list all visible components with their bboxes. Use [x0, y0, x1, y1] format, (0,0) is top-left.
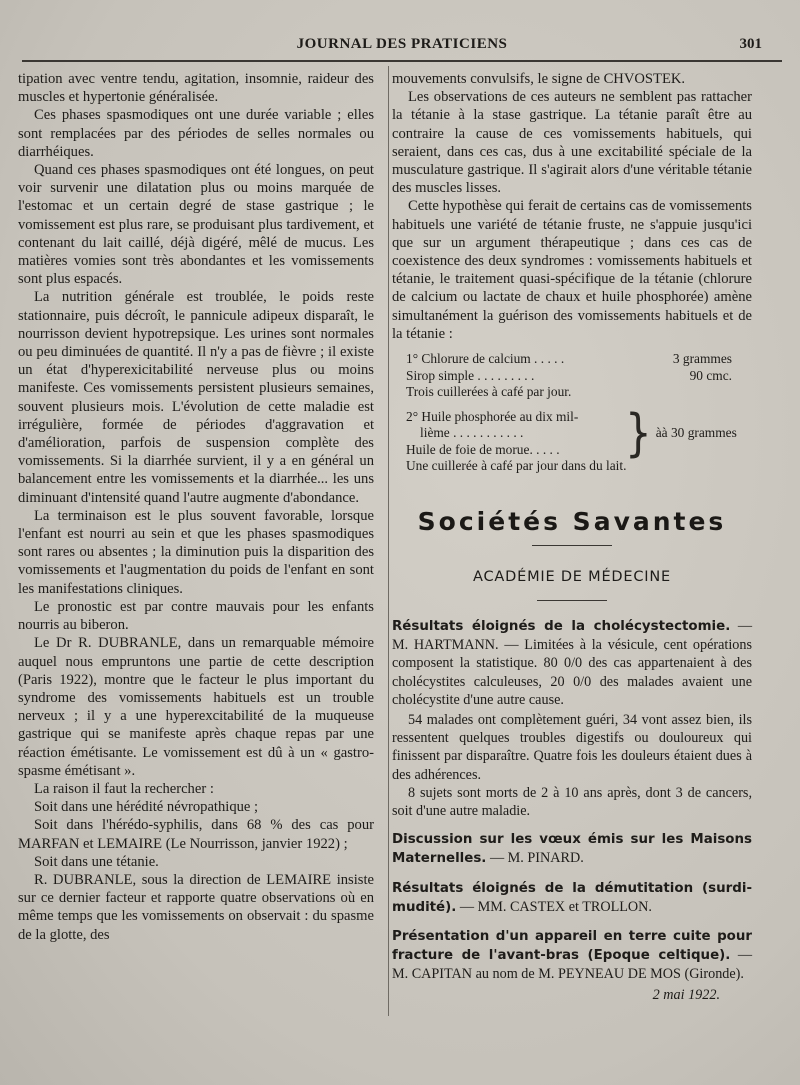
prescription-line: [406, 351, 752, 368]
brace-icon: }: [625, 403, 652, 463]
report-date: 2 mai 1922.: [652, 986, 720, 1003]
paragraph: Le Dr R. DUBRANLE, dans un remarquable mémoire auquel nous empruntons une partie de cette description (Paris 1922), montre que le facteur le plus important du syndrome des vomissements habituels est un trouble nerveux ; il y a une hyperexcitabilité de la muqueuse gastrique qui se manifeste après chaque repas par une réaction émétisante. Le vomissement est dû à un « gastro-spasme émétisant ».: [18, 635, 374, 779]
report-author: — M. HARTMANN. —: [392, 617, 752, 654]
paragraph: La terminaison est le plus souvent favorable, lorsque l'enfant est nourri au sein et que les phases spasmodiques sont rares ou absentes ; la diminution puis la disparition des vomissements et l'augmentation du poids de l'enfant en sont les manifestations cliniques.: [18, 507, 374, 597]
paragraph: tipation avec ventre tendu, agitation, insomnie, raideur des muscles et hypertonie généralisée.: [18, 71, 374, 106]
quantity: 3 grammes: [672, 351, 732, 367]
report-item: [392, 927, 752, 984]
paragraph: Quand ces phases spasmodiques ont été longues, on peut voir survenir une dilatation plus ou moins marquée de l'estomac et un certain degré de stase gastrique ; le vomissement est plus rare, se produisant plus tardivement, et contenant du lait caillé, déjà digéré, mêlé de mucus. Les matières vomies sont très abondantes et les vomissements sont plus espacés.: [18, 162, 374, 288]
paragraph: Cette hypothèse qui ferait de certains cas de vomissements habituels une variété de tétanie fruste, ne s'appuie jusqu'ici que sur un argument thérapeutique ; dans ces cas de coexistence des deux syndromes : vomissements habituels et tétanie, le traitement quasi-spécifique de la tétanie (chlorure de calcium ou lactate de chaux et huile phosphorée) amène simultanément la guérison des vomissements habituels et de la tétanie :: [392, 198, 752, 342]
paragraph: R. DUBRANLE, sous la direction de LEMAIRE insiste sur ce dernier facteur et rapporte quatre observations où en même temps que les vomissements on observait : du spasme de la glotte, des: [18, 871, 374, 943]
report-title: Discussion sur les vœux émis sur les Maisons Maternelles.: [392, 832, 752, 867]
academy-report: [392, 617, 752, 1004]
report-title: Résultats éloignés de la démutitation (surdi-mudité).: [392, 880, 752, 915]
prescription-1: [392, 351, 752, 401]
report-text: Limitées à la vésicule, cent opérations composent la statistique. 80 0/0 des cas appartenaient à des cholécystites calculeuses, 20 0/0 des malades avaient une cholécystite d'une autre cause.: [392, 637, 753, 708]
quantity: àà 30 grammes: [655, 425, 737, 441]
report-author: — M. PINARD.: [489, 850, 584, 867]
prescription-line: [406, 368, 752, 385]
subsection-title: ACADÉMIE DE MÉDECINE: [473, 568, 671, 585]
paragraph: Soit dans une hérédité névropathique ;: [34, 799, 259, 816]
section-title: Sociétés Savantes: [417, 506, 727, 536]
paragraph: Ces phases spasmodiques ont une durée variable ; elles sont remplacées par des périodes de selles normales ou diarrhéiques.: [18, 107, 374, 160]
journal-title: JOURNAL DES PRATICIENS: [296, 36, 508, 52]
report-text: 8 sujets sont morts de 2 à 10 ans après, dont 3 de cancers, soit d'une autre maladie.: [392, 784, 752, 819]
paragraph: La raison il faut la rechercher :: [34, 780, 214, 797]
page-header: [22, 30, 782, 62]
report-title: Résultats éloignés de la cholécystectomie.: [392, 618, 731, 634]
quantity: 90 cmc.: [689, 367, 732, 383]
paragraph: La nutrition générale est troublée, le poids reste stationnaire, puis décroît, le pannicule adipeux disparaît, le nourrisson devient hypotrepsique. Les urines sont normales ou peu diminuées de quantité. Il n'y a pas de fièvre ; il existe un état d'hyperexicitabilité nerveuse plus ou moins manifeste. Ces vomissements persistent plusieurs semaines, souvent plusieurs mois. L'évolution de cette maladie est irrégulière, formée de périodes d'aggravation et d'amélioration, parfois de suspension complète des vomissements. Si la diarrhée survient, il y a en général un balancement entre les vomissements et la diarrhée... les uns diminuant d'intensité quand l'autre augmente d'abondance.: [18, 289, 374, 506]
divider: [532, 545, 612, 546]
paragraph: Le pronostic est par contre mauvais pour les enfants nourris au biberon.: [18, 598, 374, 634]
report-text: 54 malades ont complètement guéri, 34 vont assez bien, ils ressentent quelques troubles digestifs ou douloureux qui finissent par disparaître. Quatre fois les douleurs étaient dues à des adhérences.: [392, 711, 752, 783]
prescription-2: [392, 403, 752, 475]
report-item: [392, 617, 752, 820]
divider: [537, 600, 607, 601]
column-divider: [388, 66, 389, 1016]
ingredient-cont: lième . . . . . . . . . . .: [420, 425, 524, 441]
report-item: [392, 830, 752, 868]
report-item: [392, 879, 752, 917]
paragraph: Soit dans l'hérédo-syphilis, dans 68 % des cas pour MARFAN et LEMAIRE (Le Nourrisson, janvier 1922) ;: [18, 817, 374, 852]
left-column: [18, 70, 374, 944]
paragraph: Soit dans une tétanie.: [34, 853, 159, 870]
ingredient: Sirop simple . . . . . . . . .: [406, 367, 535, 383]
ingredient: 1° Chlorure de calcium . . . . .: [406, 351, 565, 367]
paragraph: mouvements convulsifs, le signe de CHVOSTEK.: [392, 71, 686, 87]
ingredient: Huile de foie de morue. . . . .: [406, 441, 560, 457]
page-number: 301: [739, 36, 762, 52]
report-author: — MM. CASTEX et TROLLON.: [459, 898, 652, 915]
dosage-instruction: Trois cuillerées à café par jour.: [406, 384, 572, 400]
dosage-instruction: Une cuillerée à café par jour dans du lait.: [406, 458, 627, 474]
report-title: Présentation d'un appareil en terre cuite pour fracture de l'avant-bras (Epoque celtique).: [392, 929, 752, 964]
ingredient: 2° Huile phosphorée au dix mil-: [406, 408, 579, 424]
paragraph: Les observations de ces auteurs ne semblent pas rattacher la tétanie à la stase gastrique. La tétanie paraît être au contraire la cause de ces vomissements habituels, qui seraient, dans ces cas, dus à une excitabilité spéciale de la musculature gastrique. Il s'agirait alors d'une véritable tétanie des muscles lisses.: [392, 89, 752, 197]
report-author: — M. CAPITAN au nom de M. PEYNEAU DE MOS (Gironde).: [392, 947, 753, 983]
right-column: [392, 70, 752, 1004]
